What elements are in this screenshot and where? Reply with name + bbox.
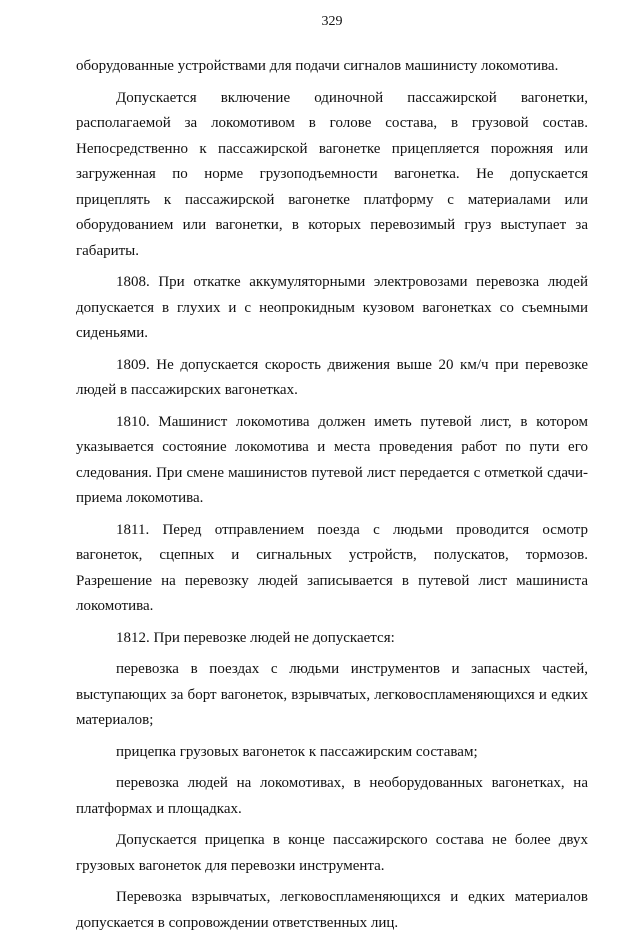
paragraph-1810: 1810. Машинист локомотива должен иметь путевой лист, в котором указывается состояние локомотива и места проведения работ по пути его следования. При смене машинистов путевой лист передается с отметкой сдачи-приема локомотива. (76, 413, 588, 506)
page-number: 329 (321, 14, 343, 29)
paragraph-1811: 1811. Перед отправлением поезда с людьми проводится осмотр вагонеток, сцепных и сигнальных устройств, полускатов, тормозов. Разрешение на перевозку людей записывается в путевой лист машиниста локомотива. (76, 521, 588, 614)
paragraph-1809: 1809. Не допускается скорость движения выше 20 км/ч при перевозке людей в пассажирских вагонетках. (76, 356, 588, 398)
paragraph-single-wagon-inclusion: Допускается включение одиночной пассажирской вагонетки, располагаемой за локомотивом в голове состава, в грузовой состав. Непосредственно к пассажирской вагонетке прицепляется порожняя или загруженная по норме грузоподъемности вагонетка. Не допускается прицеплять к пассажирской вагонетке платформу с материалами или оборудованием или вагонетки, в которых перевозимый груз выступает за габариты. (76, 89, 588, 259)
document-body (76, 54, 588, 936)
paragraph-1808: 1808. При откатке аккумуляторными электровозами перевозка людей допускается в глухих и с неопрокидным кузовом вагонетках со съемными сиденьями. (76, 274, 588, 341)
list-item-tools-parts: перевозка в поездах с людьми инструментов и запасных частей, выступающих за борт вагонеток, взрывчатых, легковоспламеняющихся и едких материалов; (76, 661, 588, 728)
list-item-freight-coupling: прицепка грузовых вагонеток к пассажирским составам; (116, 743, 478, 760)
paragraph-tool-wagons-allowed: Допускается прицепка в конце пассажирского состава не более двух грузовых вагонеток для перевозки инструмента. (76, 832, 588, 874)
paragraph-continuation: оборудованные устройствами для подачи сигналов машинисту локомотива. (76, 58, 559, 74)
paragraph-hazardous-materials: Перевозка взрывчатых, легковоспламеняющихся и едких материалов допускается в сопровождении ответственных лиц. (76, 889, 588, 931)
paragraph-1812: 1812. При перевозке людей не допускается: (116, 629, 395, 646)
list-item-locomotive-riding: перевозка людей на локомотивах, в необорудованных вагонетках, на платформах и площадках. (76, 775, 588, 817)
